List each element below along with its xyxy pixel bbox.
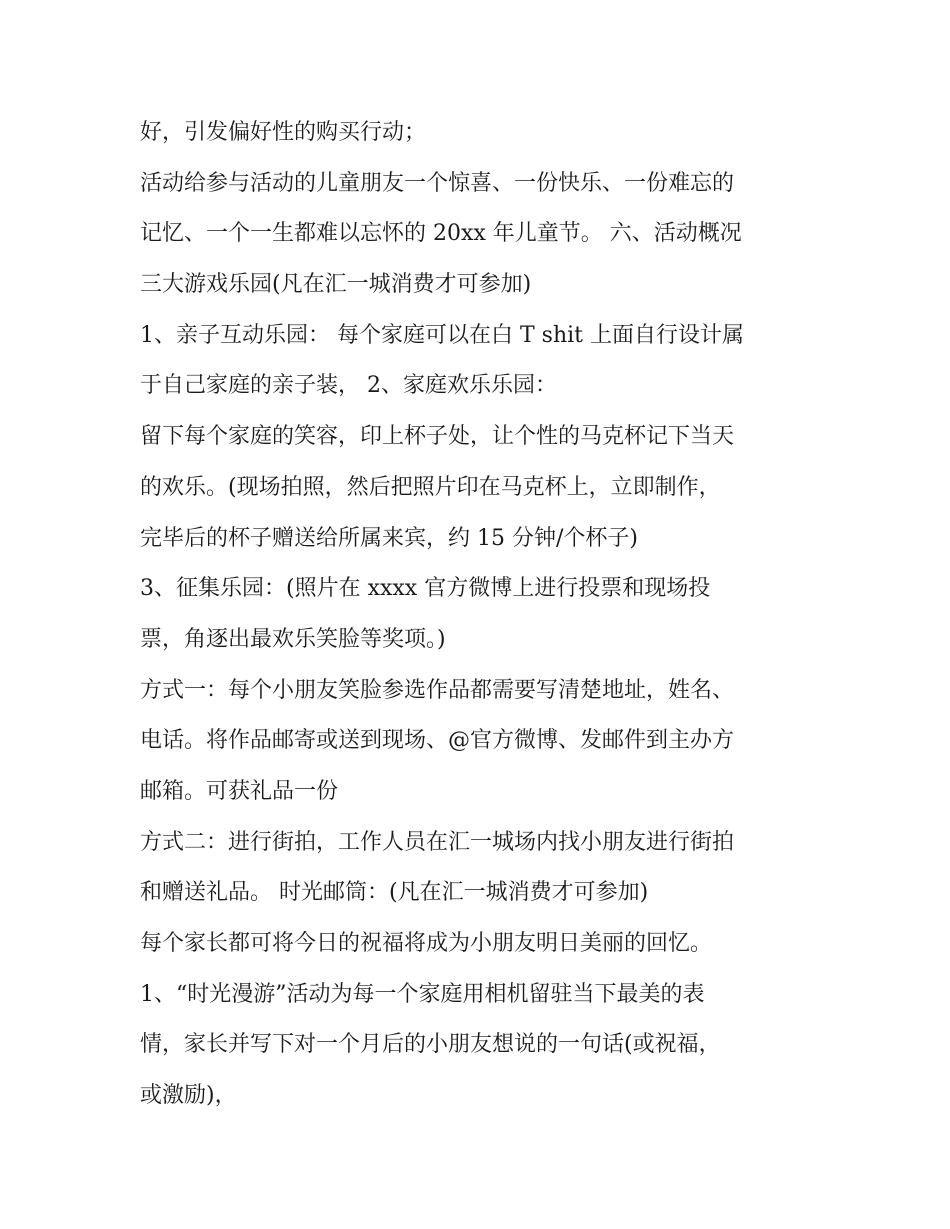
text-line: 活动给参与活动的儿童朋友一个惊喜、一份快乐、一份难忘的 [140,170,735,196]
text-line: 留下每个家庭的笑容，印上杯子处，让个性的马克杯记下当天 [140,424,735,450]
text-line: 记忆、一个一生都难以忘怀的 20xx 年儿童节。 六、活动概况 [140,221,742,247]
text-line: 每个家长都可将今日的祝福将成为小朋友明日美丽的回忆。 [140,931,713,956]
text-line: 电话。将作品邮寄或送到现场、@官方微博、发邮件到主办方 [140,728,735,754]
text-line: 于自己家庭的亲子装， 2、家庭欢乐乐园： [140,373,557,399]
text-line: 方式一：每个小朋友笑脸参选作品都需要写清楚地址，姓名、 [140,677,735,703]
document-body [140,108,830,1122]
text-line: 的欢乐。(现场拍照，然后把照片印在马克杯上，立即制作， [140,474,721,500]
text-line: 3、征集乐园：(照片在 xxxx 官方微博上进行投票和现场投 [140,576,711,602]
text-line: 1、亲子互动乐园： 每个家庭可以在白 T shit 上面自行设计属 [140,322,744,348]
text-line: 情，家长并写下对一个月后的小朋友想说的一句话(或祝福， [140,1032,721,1058]
text-line: 三大游戏乐园(凡在汇一城消费才可参加) [140,272,532,298]
text-line: 票，角逐出最欢乐笑脸等奖项。) [140,626,446,652]
text-line: 或激励)， [140,1083,237,1109]
text-line: 好，引发偏好性的购买行动； [140,120,427,145]
text-line: 完毕后的杯子赠送给所属来宾，约 15 分钟/个杯子) [140,525,638,551]
text-line: 方式二：进行街拍，工作人员在汇一城场内找小朋友进行街拍 [140,829,735,855]
text-line: 1、“时光漫游”活动为每一个家庭用相机留驻当下最美的表 [140,981,705,1007]
text-line: 邮箱。可获礼品一份 [140,778,339,804]
text-line: 和赠送礼品。 时光邮筒：(凡在汇一城消费才可参加) [140,880,649,906]
